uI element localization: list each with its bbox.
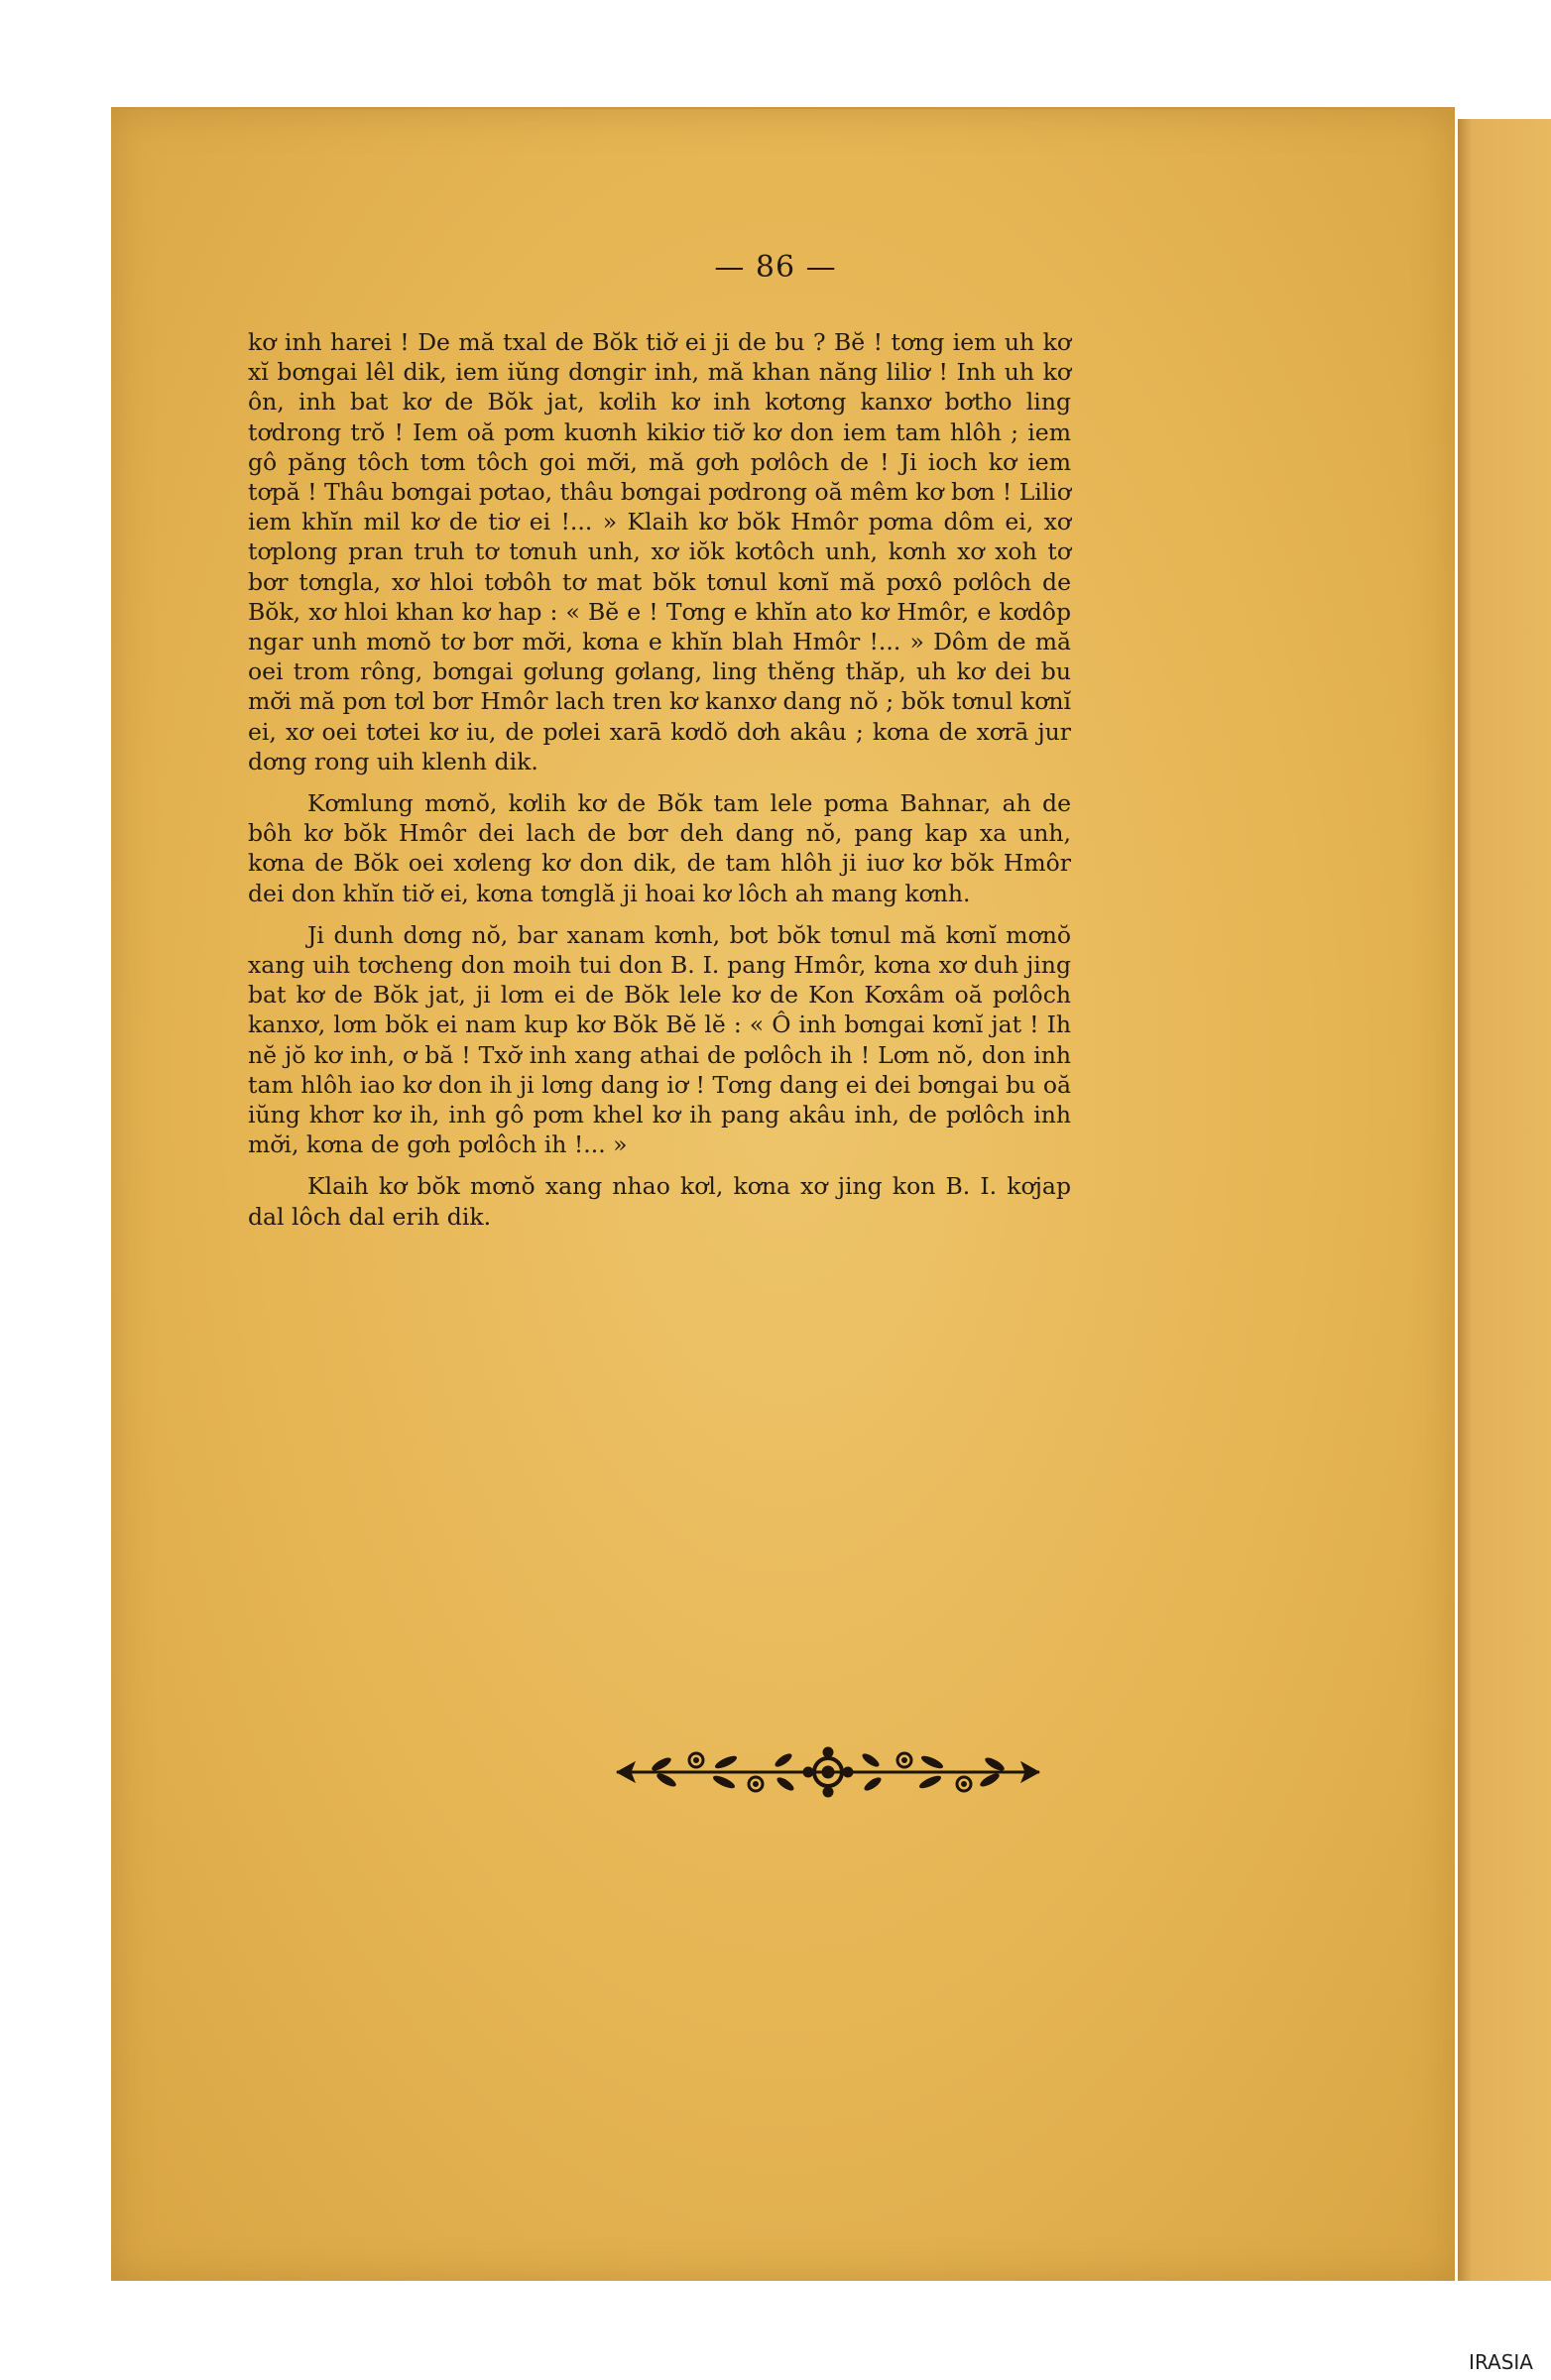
paragraph: kơ inh harei ! De mă txal de Bŏk tiơ̆ ei ji de bu ? Bĕ ! tơng iem uh kơ xĭ bơngai lêl dik, iem iŭng dơngir inh, mă khan năng liliơ ! Inh uh kơ ôn, inh bat kơ de Bŏk jat, kơlih kơ inh kơtơng kanxơ bơtho ling tơdrong trŏ ! Iem oă pơm kuơnh kikiơ tiơ̆ kơ don iem tam hlôh ; iem gô păng tôch tơm tôch goi mơ̆i, mă gơh pơlôch de ! Ji ioch kơ iem tơpă ! Thâu bơngai pơtao, thâu bơngai pơdrong oă mêm kơ bơn ! Liliơ iem khĭn mil kơ de tiơ ei !... » Klaih kơ bŏk Hmôr pơma dôm ei, xơ tơplong pran truh tơ tơnuh unh, xơ iŏk kơtôch unh, kơnh xơ xoh tơ bơr tơngla, xơ hloi tơbôh tơ mat bŏk tơnul kơnĭ mă pơxô pơlôch de Bŏk, xơ hloi khan kơ hap : « Bĕ e ! Tơng e khĭn ato kơ Hmôr, e kơdôp ngar unh mơnŏ tơ bơr mơ̆i, kơna e khĭn blah Hmôr !... » Dôm de mă oei trom rông, bơngai gơlung gơlang, ling thĕng thăp, uh kơ dei bu mơ̆i mă pơn tơl bơr Hmôr lach tren kơ kanxơ dang nŏ ; bŏk tơnul kơnĭ ei, xơ oei tơtei kơ iu, de pơlei xarā kơdŏ dơh akâu ; kơna de xơrā jur dơng rong uih klenh dik. [248, 328, 1071, 775]
body-text [248, 327, 1071, 1244]
page-number: — 86 — [714, 250, 837, 285]
paragraph: Ji dunh dơng nŏ, bar xanam kơnh, bơt bŏk tơnul mă kơnĭ mơnŏ xang uih tơcheng don moih tui don B. I. pang Hmôr, kơna xơ duh jing bat kơ de Bŏk jat, ji lơm ei de Bŏk lele kơ de Kon Kơxâm oă pơlôch kanxơ, lơm bŏk ei nam kup kơ Bŏk Bĕ lĕ : « Ô inh bơngai kơnĭ jat ! Ih nĕ jŏ kơ inh, ơ bă ! Txơ̆ inh xang athai de pơlôch ih ! Lơm nŏ, don inh tam hlôh iao kơ don ih ji lơng dang iơ ! Tơng dang ei dei bơngai bu oă iŭng khơr kơ ih, inh gô pơm khel kơ ih pang akâu inh, de pơlôch inh mơ̆i, kơna de gơh pơlôch ih !... » [248, 920, 1071, 1159]
paragraph: Kơmlung mơnŏ, kơlih kơ de Bŏk tam lele pơma Bahnar, ah de bôh kơ bŏk Hmôr dei lach de bơr deh dang nŏ, pang kap xa unh, kơna de Bŏk oei xơleng kơ don dik, de tam hlôh ji iuơ kơ bŏk Hmôr dei don khĭn tiơ̆ ei, kơna tơnglă ji hoai kơ lôch ah mang kơnh. [248, 789, 1071, 907]
paragraph: Klaih kơ bŏk mơnŏ xang nhao kơl, kơna xơ jing kon B. I. kơjap dal lôch dal erih dik. [248, 1172, 1071, 1231]
floral-ornament-icon [607, 1740, 1049, 1804]
watermark: IRASIA [1469, 2350, 1533, 2374]
adjacent-page-edge [1458, 119, 1551, 2281]
